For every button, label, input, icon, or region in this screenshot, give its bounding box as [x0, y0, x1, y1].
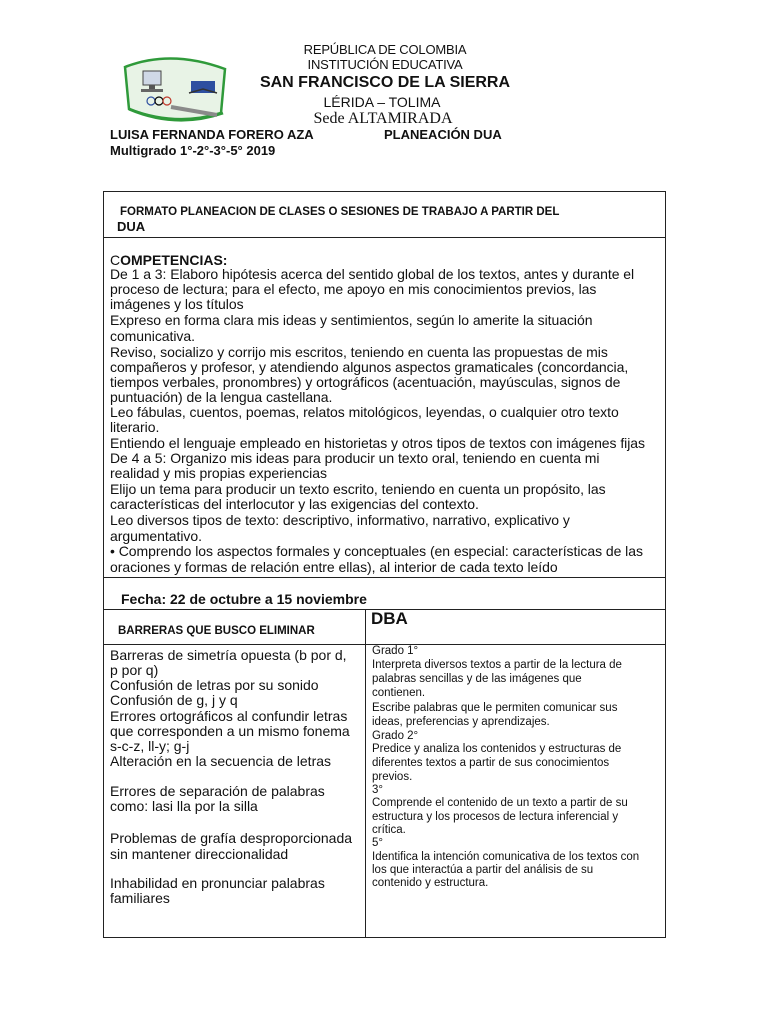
dba-line: previos.: [372, 771, 413, 783]
competencia-line: comunicativa.: [110, 328, 195, 344]
barrera-line: Inhabilidad en pronunciar palabras: [110, 875, 325, 891]
barrera-line: que corresponden a un mismo fonema: [110, 723, 350, 739]
barreras-header: BARRERAS QUE BUSCO ELIMINAR: [118, 625, 315, 637]
dba-line: Identifica la intención comunicativa de los textos con: [372, 851, 640, 863]
dba-line: Interpreta diversos textos a partir de la lectura de: [372, 659, 622, 671]
dba-line: 5°: [372, 837, 383, 849]
school-name: SAN FRANCISCO DE LA SIERRA: [259, 74, 511, 91]
grades-year: Multigrado 1°-2°-3°-5° 2019: [110, 143, 276, 158]
competencia-line: De 1 a 3: Elaboro hipótesis acerca del sentido global de los textos, antes y durante el: [110, 266, 635, 282]
dba-line: Grado 1°: [372, 645, 419, 657]
plan-title: PLANEACIÓN DUA: [384, 127, 502, 142]
competencia-line: literario.: [110, 419, 160, 435]
dba-line: 3°: [372, 784, 383, 796]
dba-line: contienen.: [372, 687, 426, 699]
dba-line: estructura y los procesos de lectura inferencial y: [372, 811, 619, 823]
barrera-line: Errores de separación de palabras: [110, 783, 325, 799]
competencia-line: imágenes y los títulos: [110, 296, 244, 312]
dba-line: crítica.: [372, 824, 406, 836]
barrera-line: sin mantener direccionalidad: [110, 846, 289, 862]
teacher-name: LUISA FERNANDA FORERO AZA: [110, 127, 314, 142]
dba-line: Escribe palabras que le permiten comunicar sus: [372, 702, 618, 714]
format-title: FORMATO PLANEACION DE CLASES O SESIONES DE TRABAJO A PARTIR DEL: [120, 206, 560, 218]
competencia-line: tiempos verbales, pronombres) y ortográficos (acentuación, mayúsculas, signos de: [110, 374, 621, 390]
barrera-line: Confusión de g, j y q: [110, 692, 238, 708]
competencia-line: Leo fábulas, cuentos, poemas, relatos mitológicos, leyendas, o cualquier otro texto: [110, 404, 619, 420]
barrera-line: Confusión de letras por su sonido: [110, 677, 319, 693]
competencia-line: compañeros y profesor, y atendiendo algunos aspectos gramaticales (concordancia,: [110, 359, 629, 375]
competencia-line: Entiendo el lenguaje empleado en historietas y otros tipos de textos con imágenes fijas: [110, 435, 645, 451]
barrera-line: s-c-z, ll-y; g-j: [110, 738, 190, 754]
header-country: REPÚBLICA DE COLOMBIA: [303, 42, 467, 57]
barrera-line: Alteración en la secuencia de letras: [110, 753, 332, 769]
competencia-line: Expreso en forma clara mis ideas y sentimientos, según lo amerite la situación: [110, 312, 593, 328]
competencia-line: argumentativo.: [110, 528, 202, 544]
barrera-line: Barreras de simetría opuesta (b por d,: [110, 647, 347, 663]
dba-line: los que interactúa a partir del análisis de su: [372, 864, 594, 876]
dba-line: contenido y estructura.: [372, 877, 489, 889]
competencia-line: oraciones y formas de relación entre ellas), al interior de cada texto leído: [110, 559, 558, 575]
competencia-line: puntuación) de la lengua castellana.: [110, 389, 333, 405]
dba-line: Predice y analiza los contenidos y estructuras de: [372, 743, 622, 755]
format-title-dua: DUA: [117, 219, 146, 234]
competencia-line: De 4 a 5: Organizo mis ideas para producir un texto oral, teniendo en cuenta mi: [110, 450, 600, 466]
barrera-line: Errores ortográficos al confundir letras: [110, 708, 348, 724]
competencia-line: características del interlocutor y las exigencias del contexto.: [110, 496, 479, 512]
header-place: LÉRIDA – TOLIMA: [323, 94, 441, 110]
barrera-line: familiares: [110, 890, 170, 906]
competencia-line: Reviso, socializo y corrijo mis escritos, teniendo en cuenta las propuestas de mis: [110, 344, 608, 360]
dba-line: diferentes textos a partir de sus conocimientos: [372, 757, 610, 769]
competencias-heading: COMPETENCIAS:: [110, 252, 228, 268]
dba-line: Comprende el contenido de un texto a partir de su: [372, 797, 628, 809]
barrera-line: Problemas de grafía desproporcionada: [110, 830, 353, 846]
header-institution-label: INSTITUCIÓN EDUCATIVA: [307, 57, 463, 72]
dba-header: DBA: [371, 609, 408, 628]
date-range: Fecha: 22 de octubre a 15 noviembre: [121, 591, 367, 607]
competencia-line: Elijo un tema para producir un texto escrito, teniendo en cuenta un propósito, las: [110, 481, 606, 497]
dba-line: Grado 2°: [372, 730, 419, 742]
competencia-line: realidad y mis propias experiencias: [110, 465, 327, 481]
competencia-line: proceso de lectura; para el efecto, me apoyo en mis conocimientos previos, las: [110, 281, 597, 297]
barrera-line: como: lasi lla por la silla: [110, 798, 258, 814]
competencia-line: • Comprendo los aspectos formales y conceptuales (en especial: características de las: [110, 543, 643, 559]
barrera-line: p por q): [110, 662, 159, 678]
dba-line: palabras sencillas y de las imágenes que: [372, 673, 582, 685]
header-sede: Sede ALTAMIRADA: [313, 110, 453, 127]
competencia-line: Leo diversos tipos de texto: descriptivo, informativo, narrativo, explicativo y: [110, 512, 570, 528]
dba-line: ideas, preferencias y aprendizajes.: [372, 716, 550, 728]
